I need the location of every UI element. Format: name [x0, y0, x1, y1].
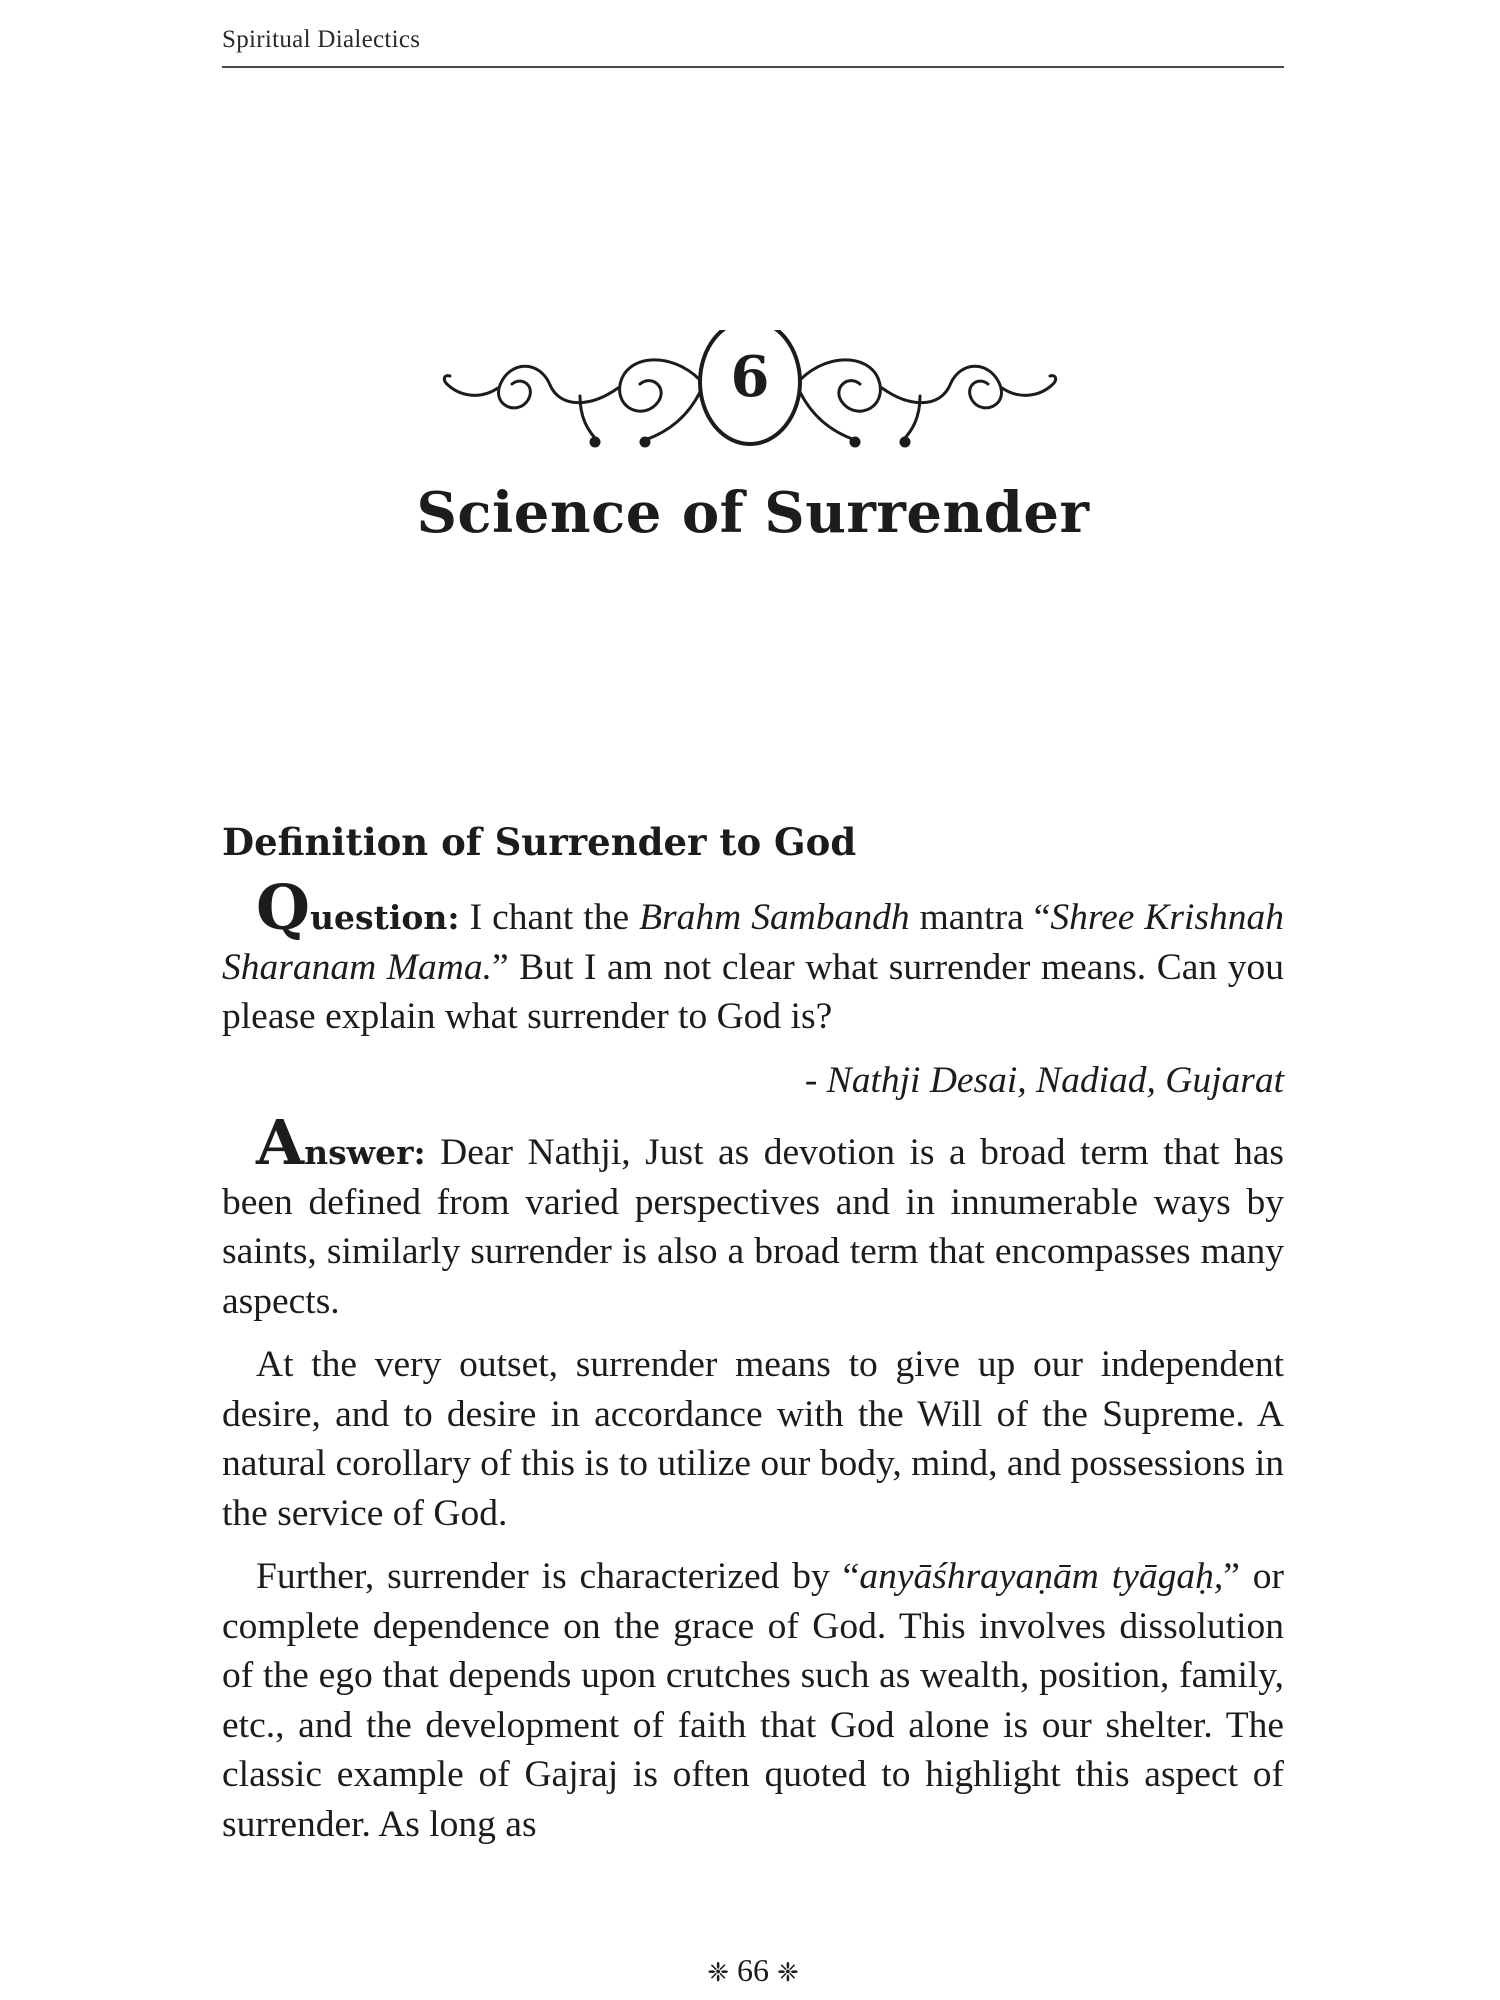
- body-text: [222, 871, 1285, 1863]
- question-text-middle: mantra “: [909, 897, 1051, 938]
- answer-paragraph: [222, 1106, 1284, 1326]
- question-italic-1: Brahm Sambandh: [639, 897, 910, 938]
- section-heading: Definition of Surrender to God: [222, 820, 857, 864]
- question-label: uestion:: [310, 898, 460, 937]
- question-paragraph: [222, 871, 1285, 1042]
- paragraph-3-after: ” or complete dependence on the grace of God. This involves dissolution of the ego that depends upon crutches such as wealth, position, family, etc., and the development of faith that God alone is our shelter. The classic example of Gajraj is often quoted to highlight this aspect of surrender. As long as: [222, 1556, 1284, 1845]
- question-italic-2: Shree Krishnah Sharanam Mama.: [222, 897, 1285, 988]
- question-text-before: I chant the: [459, 897, 640, 938]
- running-header: Spiritual Dialectics: [222, 26, 421, 53]
- answer-text: Dear Nathji, Just as devotion is a broad term that has been defined from varied perspectives and in innumerable ways by saints, similarly surrender is also a broad term that encompasses many aspects.: [222, 1132, 1284, 1322]
- page-number: 66: [737, 1952, 769, 1988]
- answer-drop-cap: A: [256, 1106, 305, 1179]
- chapter-number: 6: [730, 344, 770, 410]
- header-rule: [222, 66, 1284, 68]
- paragraph-3-italic: anyāśhrayaṇām tyāgaḥ,: [859, 1556, 1224, 1597]
- paragraph-3: [222, 1552, 1284, 1849]
- question-drop-cap: Q: [256, 871, 311, 944]
- page-folio: [222, 1950, 1284, 1993]
- answer-label: nswer:: [304, 1133, 426, 1172]
- snowflake-icon: ❈: [777, 1958, 799, 1988]
- paragraph-2: At the very outset, surrender means to give up our independent desire, and to desire in accordance with the Will of the Supreme. A natural corollary of this is to utilize our body, mind, and possessions in the service of God.: [222, 1344, 1285, 1534]
- paragraph-3-before: Further, surrender is characterized by “: [256, 1556, 860, 1597]
- question-attribution: - Nathji Desai, Nadiad, Gujarat: [804, 1059, 1284, 1101]
- chapter-title: Science of Surrender: [416, 480, 1090, 546]
- question-text-after: ” But I am not clear what surrender means. Can you please explain what surrender to God is?: [222, 946, 1284, 1037]
- snowflake-icon: ❈: [707, 1958, 729, 1988]
